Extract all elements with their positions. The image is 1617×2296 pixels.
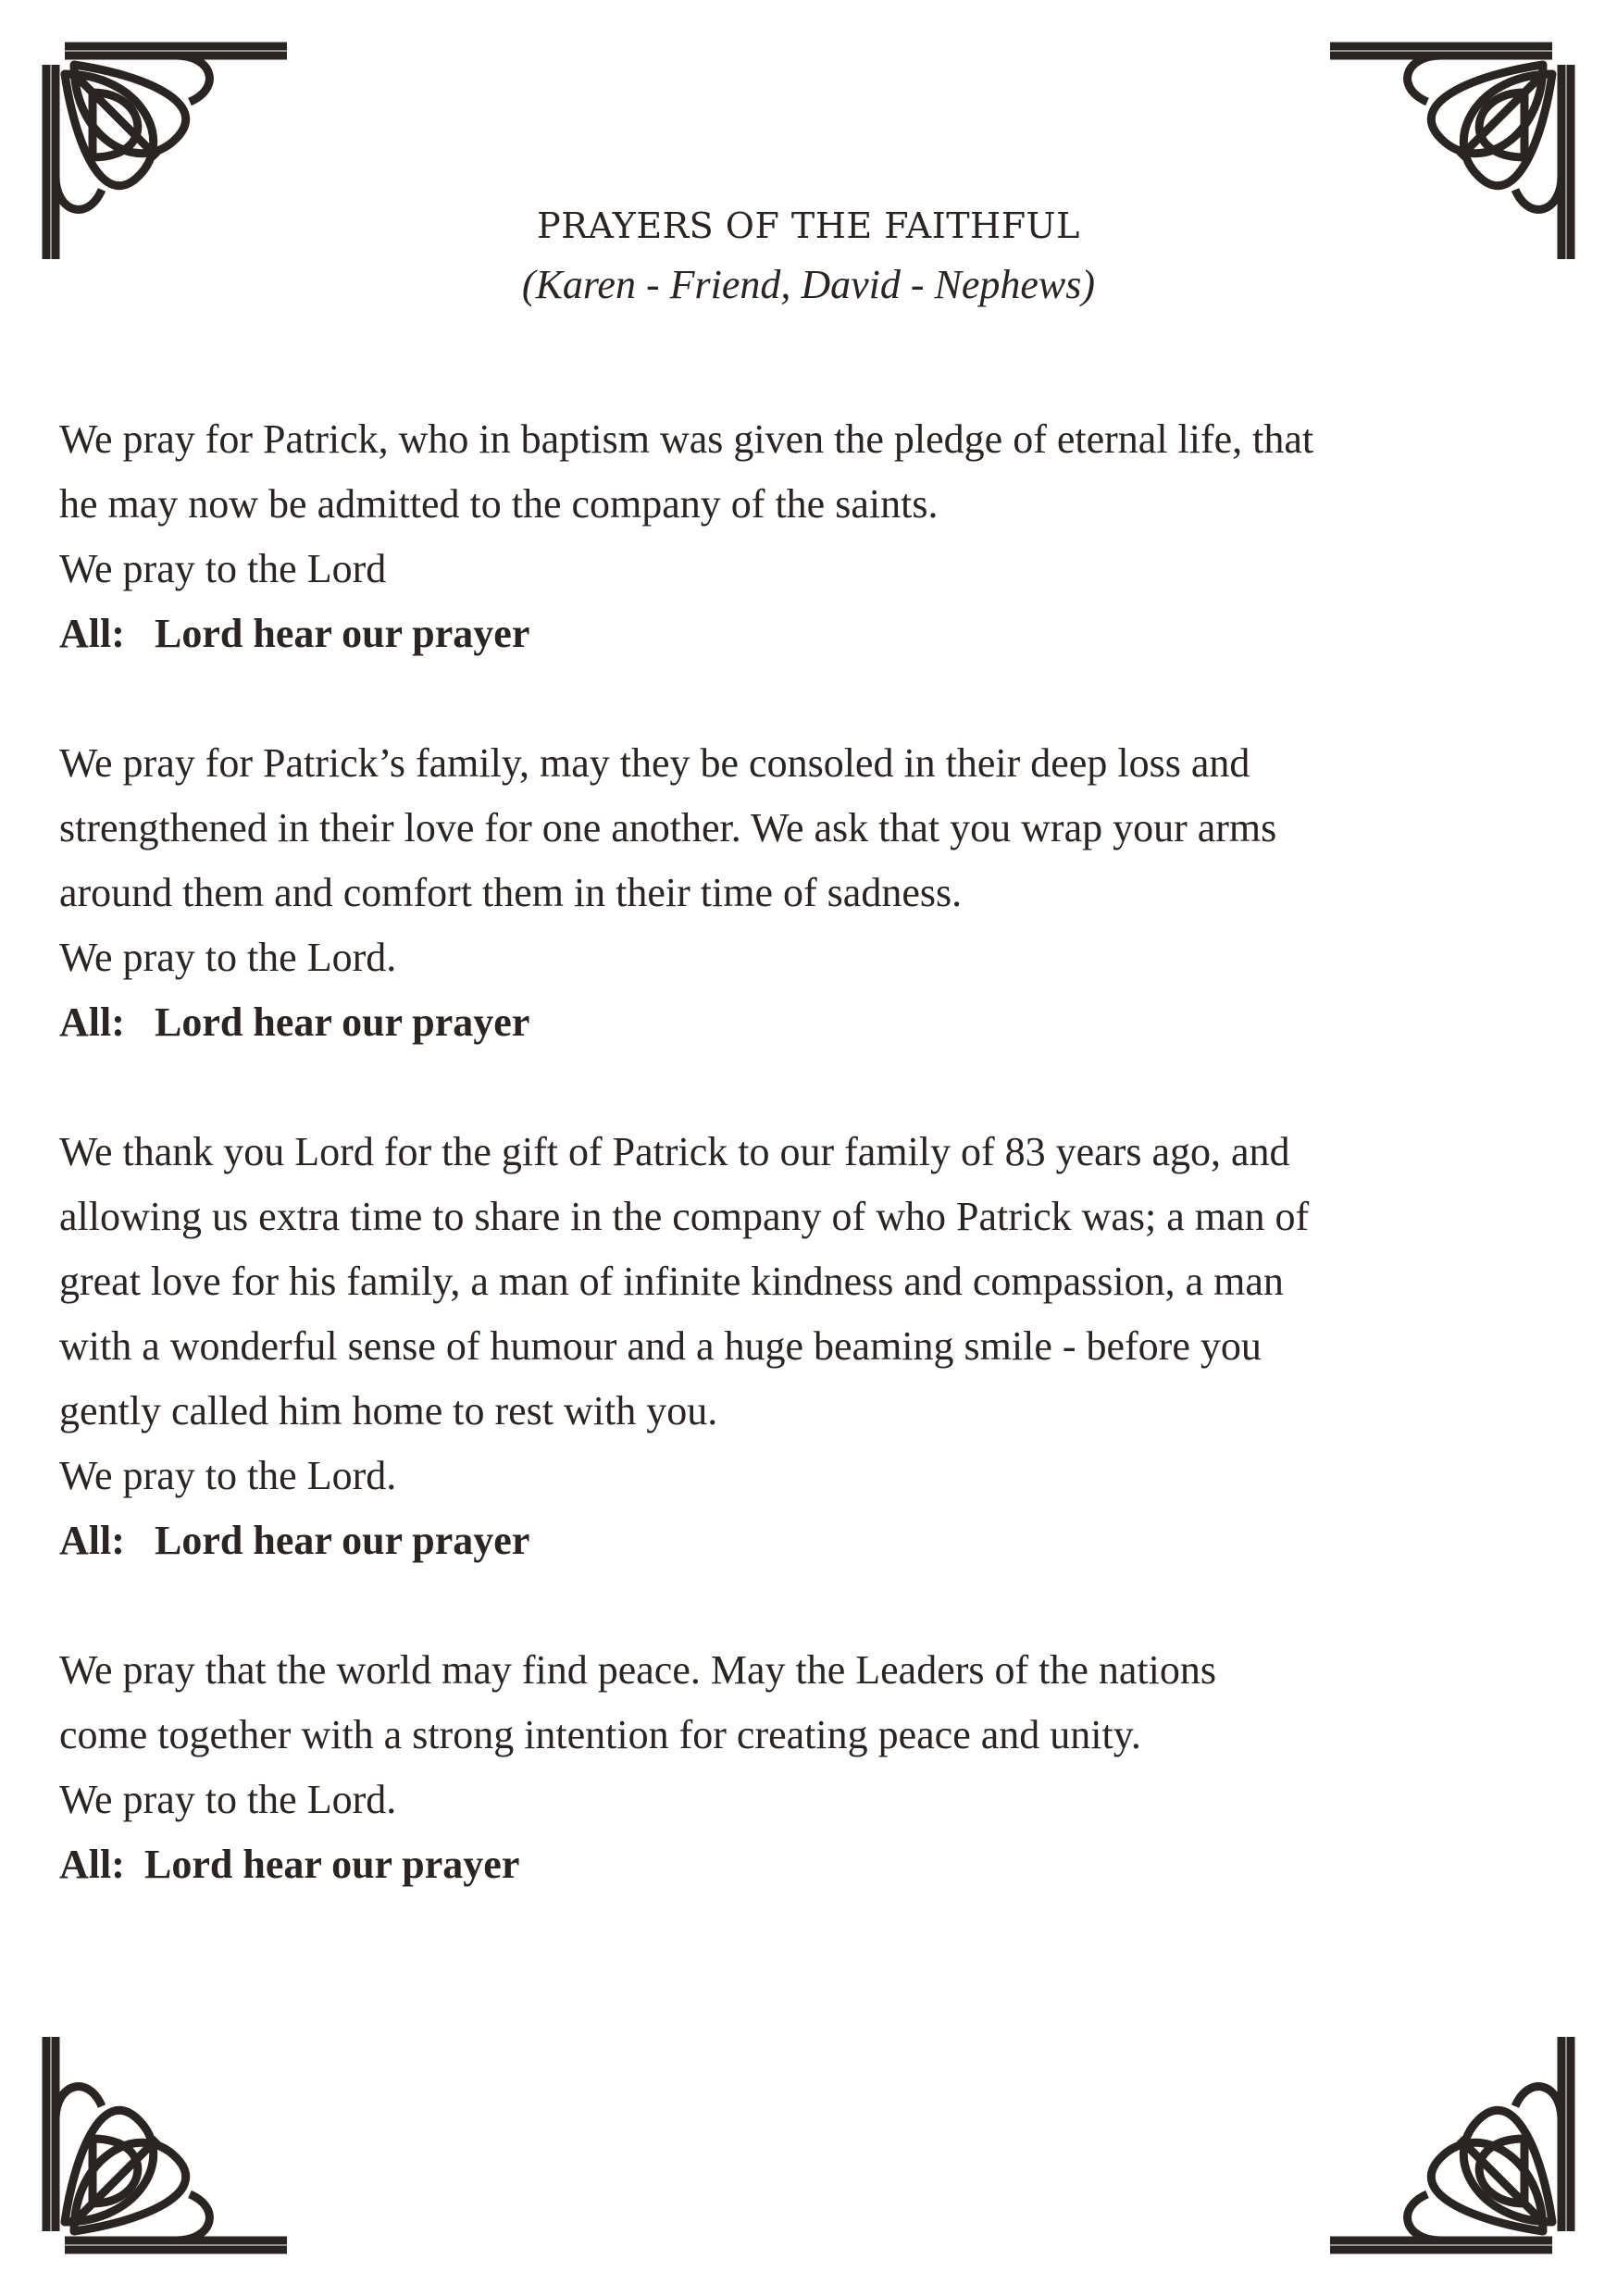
prayer-call: We pray to the Lord [59, 546, 387, 591]
response-text: Lord hear our prayer [144, 1842, 520, 1887]
prayer-line: We thank you Lord for the gift of Patrick to our family of 83 years ago, and [59, 1129, 1290, 1174]
prayer-line: We pray that the world may find peace. May the Leaders of the nations [59, 1647, 1217, 1693]
prayer-block-1 [59, 407, 1559, 666]
prayer-line: allowing us extra time to share in the company of who Patrick was; a man of [59, 1194, 1310, 1239]
prayer-line: he may now be admitted to the company of the saints. [59, 481, 939, 527]
prayer-call: We pray to the Lord. [59, 1777, 397, 1822]
response-label: All: [59, 999, 125, 1045]
celtic-knot-corner-icon [37, 2018, 315, 2259]
response-label: All: [59, 1518, 125, 1563]
prayer-call: We pray to the Lord. [59, 935, 397, 980]
response-text: Lord hear our prayer [155, 999, 530, 1045]
prayer-response [59, 1508, 1559, 1573]
page-title: PRAYERS OF THE FAITHFUL [537, 205, 1080, 246]
prayer-line: with a wonderful sense of humour and a huge beaming smile - before you [59, 1323, 1262, 1369]
response-label: All: [59, 1842, 125, 1887]
prayer-line: We pray for Patrick’s family, may they be consoled in their deep loss and [59, 740, 1250, 786]
prayers-body [59, 407, 1559, 1962]
prayer-line: come together with a strong intention for creating peace and unity. [59, 1712, 1141, 1757]
prayer-block-4 [59, 1638, 1559, 1897]
prayer-response [59, 1832, 1559, 1897]
prayer-response [59, 990, 1559, 1055]
prayer-block-3 [59, 1120, 1559, 1573]
prayer-call: We pray to the Lord. [59, 1453, 397, 1498]
prayer-line: We pray for Patrick, who in baptism was given the pledge of eternal life, that [59, 416, 1314, 462]
prayer-line: gently called him home to rest with you. [59, 1388, 718, 1433]
page-subtitle: (Karen - Friend, David - Nephews) [521, 262, 1096, 307]
response-text: Lord hear our prayer [155, 1518, 530, 1563]
prayer-line: strengthened in their love for one another. We ask that you wrap your arms [59, 805, 1277, 850]
prayer-response [59, 602, 1559, 666]
celtic-knot-corner-icon [1302, 2018, 1580, 2259]
prayer-line: great love for his family, a man of infinite kindness and compassion, a man [59, 1259, 1284, 1304]
response-text: Lord hear our prayer [155, 611, 530, 656]
prayer-block-2 [59, 731, 1559, 1055]
response-label: All: [59, 611, 125, 656]
prayer-line: around them and comfort them in their time of sadness. [59, 870, 963, 915]
